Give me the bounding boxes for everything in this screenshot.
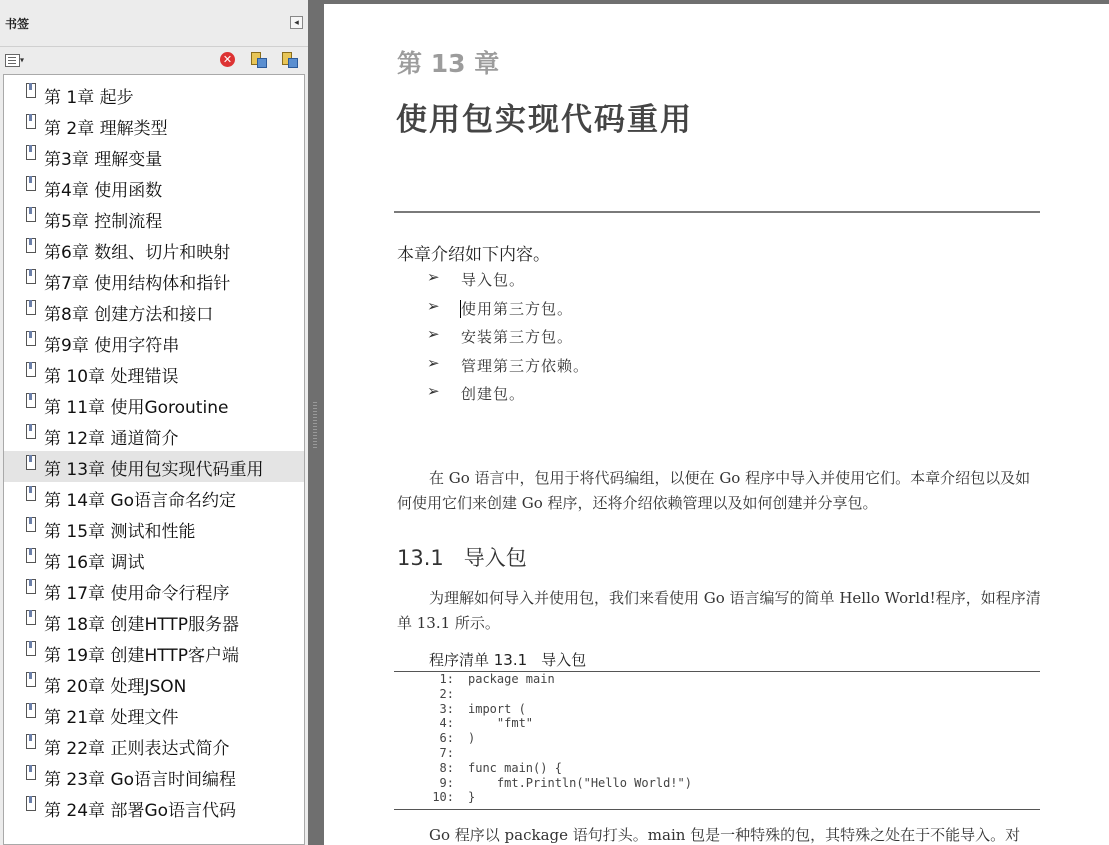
bookmark-label: 第8章 创建方法和接口 [44,305,214,325]
bookmark-label: 第 20章 处理JSON [44,677,187,697]
panel-splitter[interactable] [308,0,324,845]
bookmark-icon [26,331,36,346]
intro-item-text: 安装第三方包。 [461,328,574,346]
list-options-icon [5,54,20,67]
listing-bottom-rule [394,809,1040,810]
chapter-title: 使用包实现代码重用 [396,102,693,138]
bookmark-icon [26,393,36,408]
bookmark-icon [26,114,36,129]
bookmarks-list [3,74,305,845]
bookmark-item[interactable] [4,761,304,792]
section-number: 13.1 [397,546,444,570]
bookmark-item[interactable] [4,203,304,234]
line-number: 4: [439,716,454,731]
bullet-arrow-icon: ➢ [427,268,440,286]
expand-bookmark-button[interactable] [280,51,296,68]
bookmark-item[interactable] [4,730,304,761]
bookmark-item[interactable] [4,482,304,513]
bookmark-icon [26,548,36,563]
text-cursor [460,300,461,318]
bookmark-icon [26,238,36,253]
bookmark-label: 第 1章 起步 [44,88,134,108]
bookmark-icon [26,424,36,439]
document-page [324,4,1109,845]
code-line [424,790,475,805]
bookmark-label: 第 21章 处理文件 [44,708,179,728]
code-text: } [468,790,476,805]
intro-item-text: 创建包。 [461,385,526,403]
bookmark-item[interactable] [4,265,304,296]
bullet-arrow-icon: ➢ [427,353,440,372]
intro-item-text: 导入包。 [461,271,526,289]
line-number: 10: [432,790,454,805]
bookmark-label: 第3章 理解变量 [44,150,163,170]
bookmark-item[interactable] [4,389,304,420]
options-menu-button[interactable] [5,53,29,67]
bookmark-item[interactable] [4,110,304,141]
line-number: 3: [439,701,454,716]
bullet-arrow-icon: ➢ [427,325,440,343]
code-text: import ( [468,701,526,716]
bookmark-icon [26,610,36,625]
bookmark-item[interactable] [4,544,304,575]
bookmark-label: 第 10章 处理错误 [44,367,179,387]
bookmark-item[interactable] [4,358,304,389]
bookmark-icon [26,641,36,656]
bookmark-icon [26,269,36,284]
line-number: 1: [439,672,454,686]
code-text: package main [468,672,555,686]
bookmark-item[interactable] [4,451,304,482]
section-title: 导入包 [463,546,527,570]
bullet-arrow-icon: ➢ [427,382,440,400]
chapter-number: 第 13 章 [397,49,500,78]
bookmark-icon [26,176,36,191]
code-line [424,731,475,746]
paragraph-after-listing: Go 程序以 package 语句打头。main 包是一种特殊的包，其特殊之处在于不能导入。对 [429,826,1021,844]
bookmark-item[interactable] [4,420,304,451]
bookmark-icon [26,703,36,718]
bookmark-icon [26,672,36,687]
section-heading [397,542,527,572]
bookmark-item[interactable] [4,296,304,327]
bookmark-icon [26,796,36,811]
bookmark-label: 第7章 使用结构体和指针 [44,274,231,294]
bookmark-label: 第 17章 使用命令行程序 [44,584,230,604]
bookmark-item[interactable] [4,575,304,606]
new-bookmark-button[interactable] [249,51,265,68]
bookmark-label: 第 14章 Go语言命名约定 [44,491,237,511]
intro-item-text: 管理第三方依赖。 [461,356,590,375]
code-text: ) [468,731,476,746]
intro-item-text: 使用第三方包。 [461,299,574,318]
bookmark-label: 第 11章 使用Goroutine [44,398,229,418]
paragraph-section: 为理解如何导入并使用包，我们来看使用 Go 语言编写的简单 Hello World!程序，如程序清单 13.1 所示。 [397,589,1041,632]
bookmark-icon [26,734,36,749]
bookmark-label: 第9章 使用字符串 [44,336,180,356]
intro-heading: 本章介绍如下内容。 [397,245,550,265]
line-number: 8: [439,760,454,775]
code-line [424,746,468,761]
bookmark-item[interactable] [4,513,304,544]
bookmark-label: 第 16章 调试 [44,553,145,573]
bookmark-item[interactable] [4,234,304,265]
dropdown-arrow-icon: ▾ [20,55,25,65]
bookmark-label: 第 22章 正则表达式简介 [44,739,230,759]
delete-bookmark-button[interactable]: ✕ [220,52,235,67]
bookmark-item[interactable] [4,637,304,668]
collapse-panel-button[interactable]: ◂ [290,16,303,29]
splitter-grip[interactable] [313,402,317,450]
bookmark-label: 第5章 控制流程 [44,212,163,232]
line-number: 6: [439,731,454,746]
bookmark-item[interactable] [4,327,304,358]
paragraph-intro: 在 Go 语言中，包用于将代码编组，以便在 Go 程序中导入并使用它们。本章介绍包以及如何使用它们来创建 Go 程序，还将介绍依赖管理以及如何创建并分享包。 [397,469,1031,512]
bookmark-label: 第4章 使用函数 [44,181,163,201]
bookmark-label: 第 23章 Go语言时间编程 [44,770,237,790]
bookmark-item[interactable] [4,668,304,699]
code-line [424,672,555,687]
bookmark-icon [26,362,36,377]
bookmark-label: 第 24章 部署Go语言代码 [44,801,237,821]
bookmark-item[interactable] [4,172,304,203]
code-line [424,702,526,717]
expand-bookmark-icon [282,52,292,65]
bookmark-icon [26,300,36,315]
bookmark-item[interactable] [4,606,304,637]
listing-caption [429,649,586,670]
code-line [424,687,468,702]
bookmark-icon [26,517,36,532]
code-text: "fmt" [468,716,534,731]
bookmark-label: 第 15章 测试和性能 [44,522,196,542]
bookmark-label: 第 12章 通道简介 [44,429,179,449]
listing-label: 程序清单 13.1 [429,651,528,669]
code-text: fmt.Println("Hello World!") [468,775,692,790]
bookmark-label: 第 18章 创建HTTP服务器 [44,615,239,635]
bookmark-icon [26,765,36,780]
bookmark-label: 第 19章 创建HTTP客户端 [44,646,239,666]
bookmarks-panel [0,0,309,845]
code-text: func main() { [468,760,562,775]
listing-title: 导入包 [541,651,587,669]
bookmark-item[interactable] [4,699,304,730]
bullet-arrow-icon: ➢ [427,296,440,315]
bookmark-label: 第 13章 使用包实现代码重用 [44,460,264,480]
line-number: 2: [439,686,454,701]
bookmark-label: 第 2章 理解类型 [44,119,168,139]
bookmark-icon [26,145,36,160]
code-line [424,716,533,731]
line-number: 7: [439,746,454,760]
code-line [424,776,692,791]
bookmarks-title: 书签 [5,17,30,31]
line-number: 9: [439,775,454,790]
bookmark-icon [26,83,36,98]
bookmarks-header [0,8,308,36]
new-bookmark-icon [251,52,261,65]
bookmark-icon [26,455,36,470]
bookmark-item[interactable] [4,141,304,172]
bookmark-icon [26,486,36,501]
bookmark-item[interactable] [4,79,304,110]
bookmark-label: 第6章 数组、切片和映射 [44,243,231,263]
bookmark-item[interactable] [4,792,304,823]
code-line [424,761,562,776]
chapter-divider [394,211,1040,213]
bookmarks-toolbar [0,46,308,73]
bookmark-icon [26,207,36,222]
bookmark-icon [26,579,36,594]
